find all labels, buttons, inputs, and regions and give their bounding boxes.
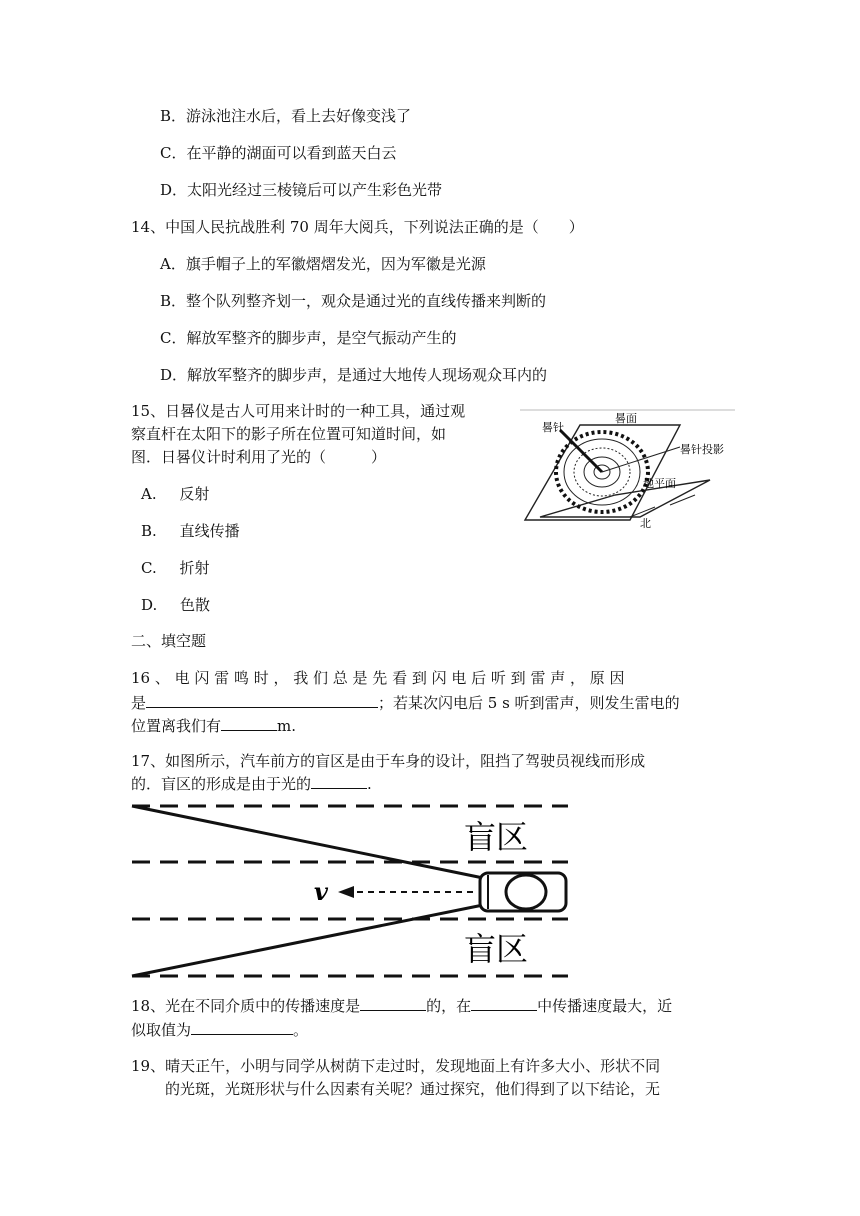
blind-zone-bottom-label: 盲区 xyxy=(464,930,529,968)
q16-line1: 16 、 电 闪 雷 鸣 时 ， 我 们 总 是 先 看 到 闪 电 后 听 到 雷 声 ， 原 因 xyxy=(131,669,625,687)
q14-option-c: C．解放军整齐的脚步声，是空气振动产生的 xyxy=(160,329,457,347)
q16-line3 xyxy=(131,716,296,736)
q17-line2 xyxy=(131,774,372,794)
q16-text: ；若某次闪电后 5 s 听到雷声，则发生雷电的 xyxy=(378,694,680,712)
q15-stem-line3: 图．日晷仪计时利用了光的（ ） xyxy=(131,448,387,466)
q18-text: 的，在 xyxy=(426,997,472,1015)
q18-text: 18、光在不同介质中的传播速度是 xyxy=(131,997,361,1015)
q18-blank-2[interactable] xyxy=(471,996,537,1011)
sundial-figure xyxy=(520,405,740,530)
q18-line1 xyxy=(131,996,672,1016)
q17-text: 的．盲区的形成是由于光的 xyxy=(131,775,312,793)
q16-text: 是 xyxy=(131,694,147,712)
q16-blank-reason[interactable] xyxy=(146,693,378,708)
option-letter: C. xyxy=(141,559,157,577)
q14-option-a: A．旗手帽子上的军徽熠熠发光，因为军徽是光源 xyxy=(160,255,486,273)
q17-blank[interactable] xyxy=(311,774,367,789)
option-letter: B. xyxy=(141,522,157,540)
q16-blank-distance[interactable] xyxy=(221,716,277,731)
q15-option-c xyxy=(141,558,210,578)
sundial-north-label: 北 xyxy=(640,517,651,530)
option-text: 色散 xyxy=(180,596,211,614)
q18-text: 中传播速度最大，近 xyxy=(537,997,673,1015)
option-text: 直线传播 xyxy=(179,522,240,540)
q19-line2: 的光斑，光斑形状与什么因素有关呢？通过探究，他们得到了以下结论，无 xyxy=(165,1080,661,1098)
q18-blank-1[interactable] xyxy=(360,996,426,1011)
q13-option-b: B．游泳池注水后，看上去好像变浅了 xyxy=(160,107,412,125)
sundial-ground-label: 地平面 xyxy=(643,477,676,490)
blind-zone-top-label: 盲区 xyxy=(464,818,529,856)
q18-text: 似取值为 xyxy=(131,1021,192,1039)
option-text: 反射 xyxy=(179,485,210,503)
q13-option-c: C．在平静的湖面可以看到蓝天白云 xyxy=(160,144,397,162)
velocity-label: v xyxy=(314,877,328,906)
sundial-gnomon-label: 晷针 xyxy=(542,421,564,434)
q14-option-b: B．整个队列整齐划一，观众是通过光的直线传播来判断的 xyxy=(160,292,547,310)
option-letter: A. xyxy=(141,485,157,503)
q19-line1: 19、晴天正午，小明与同学从树荫下走过时，发现地面上有许多大小、形状不同 xyxy=(131,1057,661,1075)
option-text: 折射 xyxy=(179,559,210,577)
blind-spot-figure xyxy=(128,800,573,980)
q17-text: . xyxy=(367,775,372,793)
q16-line2 xyxy=(131,693,680,713)
q16-text: m. xyxy=(277,717,297,735)
q13-option-d: D．太阳光经过三棱镜后可以产生彩色光带 xyxy=(160,181,443,199)
q18-blank-3[interactable] xyxy=(191,1020,293,1035)
q15-option-d xyxy=(141,595,210,615)
sundial-dial-label: 晷面 xyxy=(615,412,637,425)
q16-text: 位置离我们有 xyxy=(131,717,222,735)
q14-option-d: D．解放军整齐的脚步声，是通过大地传人现场观众耳内的 xyxy=(160,366,548,384)
q18-text: 。 xyxy=(293,1021,309,1039)
section-fill-in-title: 二、填空题 xyxy=(131,632,207,650)
q15-option-b xyxy=(141,521,240,541)
q14-stem: 14、中国人民抗战胜利 70 周年大阅兵，下列说法正确的是（ ） xyxy=(131,218,584,236)
sundial-shadow-label: 晷针投影 xyxy=(680,443,724,456)
option-letter: D. xyxy=(141,596,158,614)
q17-line1: 17、如图所示，汽车前方的盲区是由于车身的设计，阻挡了驾驶员视线而形成 xyxy=(131,752,646,770)
q15-option-a xyxy=(141,484,209,504)
q15-stem-line2: 察直杆在太阳下的影子所在位置可知道时间，如 xyxy=(131,425,447,443)
q15-stem-line1: 15、日晷仪是古人可用来计时的一种工具，通过观 xyxy=(131,402,466,420)
q18-line2 xyxy=(131,1020,308,1040)
